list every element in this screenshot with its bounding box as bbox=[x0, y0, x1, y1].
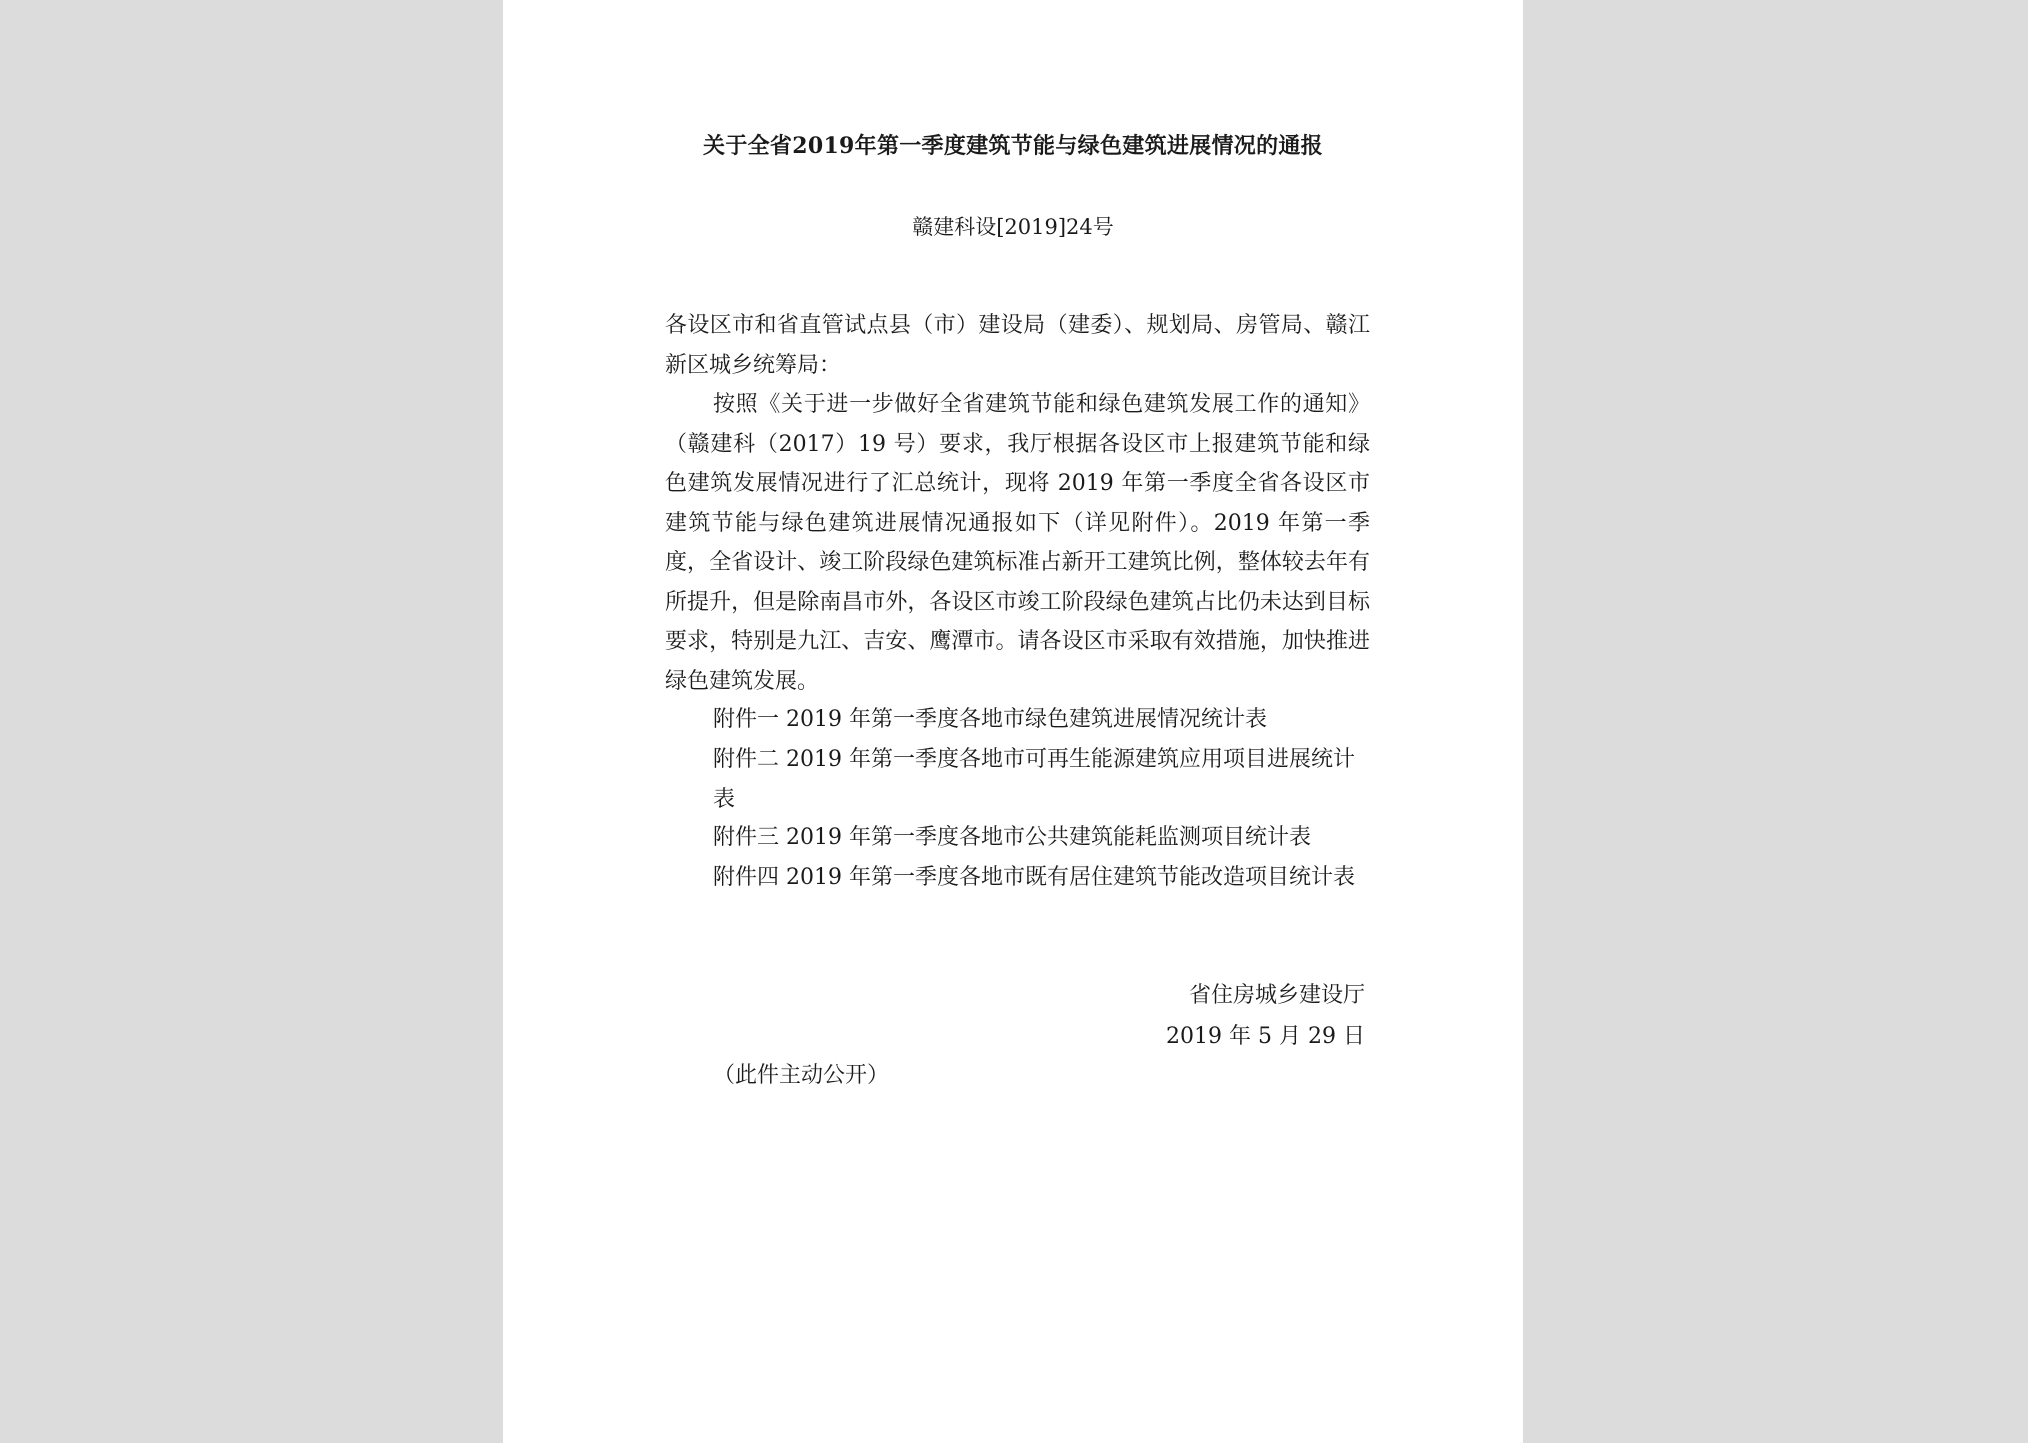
document-page bbox=[503, 0, 1523, 1443]
attachment-item-4: 附件四 2019 年第一季度各地市既有居住建筑节能改造项目统计表 bbox=[713, 865, 1355, 890]
signature-organization: 省住房城乡建设厅 bbox=[1188, 983, 1365, 1008]
addressee-paragraph: 各设区市和省直管试点县（市）建设局（建委）、规划局、房管局、赣江新区城乡统筹局： bbox=[665, 313, 1370, 378]
body-paragraph: 按照《关于进一步做好全省建筑节能和绿色建筑发展工作的通知》（赣建科（2017）19 号）要求，我厅根据各设区市上报建筑节能和绿色建筑发展情况进行了汇总统计，现将 2019 年第一季度全省各设区市建筑节能与绿色建筑进展情况通报如下（详见附件）。2019 年第一季度，全省设计、竣工阶段绿色建筑标准占新开工建筑比例，整体较去年有所提升，但是除南昌市外，各设区市竣工阶段绿色建筑占比仍未达到目标要求，特别是九江、吉安、鹰潭市。请各设区市采取有效措施，加快推进绿色建筑发展。 bbox=[665, 392, 1370, 694]
attachment-item-1: 附件一 2019 年第一季度各地市绿色建筑进展情况统计表 bbox=[713, 707, 1267, 732]
signature-date: 2019 年 5 月 29 日 bbox=[1166, 1024, 1365, 1049]
document-title: 关于全省2019年第一季度建筑节能与绿色建筑进展情况的通报 bbox=[703, 133, 1323, 159]
public-disclosure-note: （此件主动公开） bbox=[713, 1063, 890, 1088]
attachment-item-3: 附件三 2019 年第一季度各地市公共建筑能耗监测项目统计表 bbox=[713, 825, 1311, 850]
document-number: 赣建科设[2019]24号 bbox=[912, 215, 1114, 239]
attachment-item-2: 附件二 2019 年第一季度各地市可再生能源建筑应用项目进展统计表 bbox=[713, 747, 1355, 812]
